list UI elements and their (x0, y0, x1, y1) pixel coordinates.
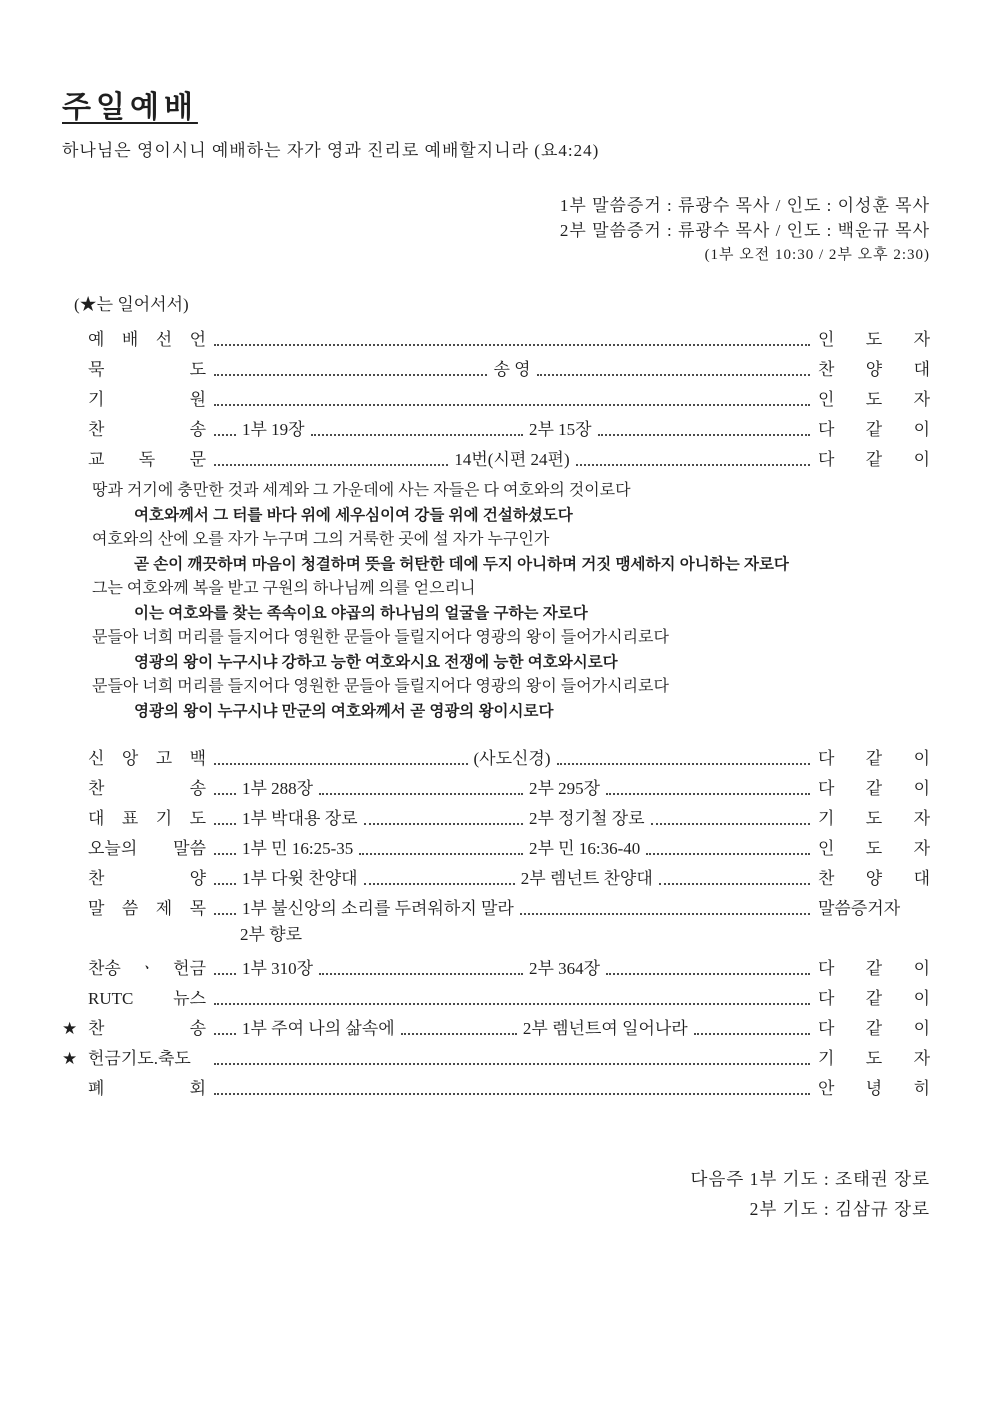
order-row-value: 2부 렘넌트여 일어나라 (522, 1019, 688, 1038)
leader-dots (214, 404, 810, 406)
order-row (62, 351, 930, 381)
order-row-label: RUTC 뉴스 (88, 989, 206, 1008)
order-row (62, 1010, 930, 1040)
order-row-middle (206, 358, 818, 381)
order-row-label: 찬 송 (88, 779, 206, 798)
order-row-value: 송 영 (493, 360, 531, 379)
order-row-middle (206, 1003, 818, 1010)
order-row (62, 860, 930, 890)
order-row (62, 770, 930, 800)
reading-line: 문들아 너희 머리를 들지어다 영원한 문들아 들릴지어다 영광의 왕이 들어가시리로다 (92, 629, 669, 646)
order-row-value: 1부 다윗 찬양대 (242, 869, 358, 888)
order-row-middle (206, 1063, 818, 1070)
leader-dots (364, 823, 523, 825)
leader-dots (214, 1093, 810, 1095)
order-row-middle (206, 1017, 818, 1040)
order-row-label: 예 배 선 언 (88, 330, 206, 349)
preacher-info (62, 193, 930, 268)
leader-dots (214, 853, 236, 855)
scripture-subtitle: 하나님은 영이시니 예배하는 자가 영과 진리로 예배할지니라 (요4:24) (62, 141, 600, 160)
leader-dots (214, 763, 468, 765)
order-row-performer: 다 같 이 (818, 959, 930, 978)
leader-dots (576, 464, 810, 466)
order-row-label: 오늘의 말씀 (88, 839, 206, 858)
order-of-worship-part2 (62, 740, 930, 1100)
order-row-value: 2부 295장 (529, 779, 601, 798)
leader-dots (214, 823, 236, 825)
next-week-prayer-line-1: 다음주 1부 기도 : 조태권 장로 (690, 1169, 930, 1189)
order-row-performer: 다 같 이 (818, 989, 930, 1008)
order-row-performer: 다 같 이 (818, 1019, 930, 1038)
leader-dots (606, 973, 810, 975)
leader-dots (364, 883, 515, 885)
order-row (62, 441, 930, 471)
order-row-label: 찬 양 (88, 869, 206, 888)
order-row-value: 2부 364장 (529, 959, 601, 978)
leader-dots (401, 1033, 517, 1035)
order-row-value: 2부 15장 (529, 420, 592, 439)
reading-line: 그는 여호와께 복을 받고 구원의 하나님께 의를 얻으리니 (92, 580, 476, 597)
leader-dots (319, 973, 523, 975)
leader-dots (311, 434, 523, 436)
order-row-value: 2부 렘넌트 찬양대 (520, 869, 653, 888)
order-row (62, 740, 930, 770)
reading-line: 이는 여호와를 찾는 족속이요 야곱의 하나님의 얼굴을 구하는 자로다 (134, 604, 588, 622)
leader-dots (598, 434, 810, 436)
order-row (62, 950, 930, 980)
leader-dots (520, 913, 810, 915)
order-row-performer: 인 도 자 (818, 839, 930, 858)
order-row-value: 1부 박대용 장로 (242, 809, 358, 828)
standing-star-icon: ★ (62, 1049, 78, 1068)
leader-dots (557, 763, 811, 765)
order-row-middle (206, 344, 818, 351)
reading-line: 영광의 왕이 누구시냐 만군의 여호와께서 곧 영광의 왕이시로다 (134, 702, 554, 720)
reading-line: 곧 손이 깨끗하며 마음이 청결하며 뜻을 허탄한 데에 두지 아니하며 거짓 맹세하지 아니하는 자로다 (134, 555, 789, 573)
leader-dots (214, 1003, 810, 1005)
leader-dots (606, 793, 810, 795)
order-row-label: 헌금기도.축도 (88, 1049, 191, 1068)
leader-dots (694, 1033, 810, 1035)
order-row-middle (206, 418, 818, 441)
order-row-middle (206, 1093, 818, 1100)
standing-note: (★는 일어서서) (74, 295, 189, 314)
order-row-value: 1부 민 16:25-35 (242, 839, 354, 858)
order-row-label: 묵 도 (88, 360, 206, 379)
responsive-reading (62, 479, 930, 724)
order-row-value: 2부 민 16:36-40 (529, 839, 641, 858)
leader-dots (659, 883, 810, 885)
leader-dots (214, 434, 236, 436)
order-row-performer: 인 도 자 (818, 390, 930, 409)
order-row (62, 321, 930, 351)
order-row-performer: 기 도 자 (818, 1049, 930, 1068)
order-row (62, 830, 930, 860)
order-row-label: 폐 회 (88, 1079, 206, 1098)
order-row-label: 신 앙 고 백 (88, 749, 206, 768)
leader-dots (214, 374, 487, 376)
reading-line: 영광의 왕이 누구시냐 강하고 능한 여호와시요 전쟁에 능한 여호와시로다 (134, 653, 618, 671)
order-row (62, 381, 930, 411)
leader-dots (214, 1063, 810, 1065)
order-row-value: (사도신경) (473, 749, 551, 768)
order-row-performer: 다 같 이 (818, 450, 930, 469)
order-row-label: 기 원 (88, 390, 206, 409)
order-row-label: 찬 송 (88, 1019, 206, 1038)
order-row-performer: 말씀증거자 (818, 899, 901, 918)
order-row-performer: 다 같 이 (818, 420, 930, 439)
order-row-middle (206, 867, 818, 890)
order-row (62, 411, 930, 441)
order-row (62, 1070, 930, 1100)
order-row-performer: 인 도 자 (818, 330, 930, 349)
order-row-value: 2부 정기철 장로 (529, 809, 645, 828)
next-week-prayer-line-2: 2부 기도 : 김삼규 장로 (749, 1199, 930, 1219)
order-row-label: 찬 송 (88, 420, 206, 439)
order-row (62, 1040, 930, 1070)
leader-dots (359, 853, 523, 855)
reading-line: 문들아 너희 머리를 들지어다 영원한 문들아 들릴지어다 영광의 왕이 들어가시리로다 (92, 678, 669, 695)
leader-dots (214, 913, 236, 915)
reading-line: 땅과 거기에 충만한 것과 세계와 그 가운데에 사는 자들은 다 여호와의 것이로다 (92, 482, 631, 499)
preacher-line-2: 2부 말씀증거 : 류광수 목사 / 인도 : 백운규 목사 (559, 221, 930, 240)
leader-dots (214, 464, 448, 466)
order-row (62, 890, 930, 920)
order-row (62, 980, 930, 1010)
order-of-worship-part1 (62, 321, 930, 471)
order-row-value: 1부 310장 (242, 959, 314, 978)
order-row-label: 교 독 문 (88, 450, 206, 469)
order-row-continuation: 2부 향로 (240, 925, 303, 944)
leader-dots (214, 344, 810, 346)
order-row-value: 1부 19장 (242, 420, 305, 439)
order-row-label: 찬송 ㆍ 헌금 (88, 959, 206, 978)
order-row-middle (206, 777, 818, 800)
reading-line: 여호와께서 그 터를 바다 위에 세우심이여 강들 위에 건설하셨도다 (134, 506, 573, 524)
order-row-middle (206, 837, 818, 860)
leader-dots (651, 823, 810, 825)
order-row-label: 말 씀 제 목 (88, 899, 206, 918)
order-row-performer: 다 같 이 (818, 749, 930, 768)
order-row-middle (206, 747, 818, 770)
order-row-label: 대 표 기 도 (88, 809, 206, 828)
order-row (62, 800, 930, 830)
leader-dots (214, 793, 236, 795)
page-title: 주일예배 (62, 91, 198, 124)
order-row-value: 1부 불신앙의 소리를 두려워하지 말라 (242, 899, 514, 918)
order-row-performer: 기 도 자 (818, 809, 930, 828)
leader-dots (319, 793, 523, 795)
order-row-middle (206, 448, 818, 471)
reading-line: 여호와의 산에 오를 자가 누구며 그의 거룩한 곳에 설 자가 누구인가 (92, 531, 550, 548)
order-row-value: 1부 288장 (242, 779, 314, 798)
order-row-middle (206, 404, 818, 411)
next-week-prayer (62, 1164, 930, 1224)
order-row-value: 14번(시편 24편) (454, 450, 570, 469)
order-row-performer: 찬 양 대 (818, 869, 930, 888)
order-row-value: 1부 주여 나의 삶속에 (242, 1019, 395, 1038)
order-row-performer: 안 녕 히 (818, 1079, 930, 1098)
leader-dots (214, 973, 236, 975)
order-row-middle (206, 897, 818, 920)
order-row-performer: 다 같 이 (818, 779, 930, 798)
order-row-middle (206, 957, 818, 980)
leader-dots (646, 853, 810, 855)
preacher-line-1: 1부 말씀증거 : 류광수 목사 / 인도 : 이성훈 목사 (559, 196, 930, 215)
leader-dots (214, 883, 236, 885)
leader-dots (537, 374, 810, 376)
standing-star-icon: ★ (62, 1019, 78, 1038)
service-times: (1부 오전 10:30 / 2부 오후 2:30) (704, 247, 930, 263)
leader-dots (214, 1033, 236, 1035)
order-row-middle (206, 807, 818, 830)
order-row-performer: 찬 양 대 (818, 360, 930, 379)
